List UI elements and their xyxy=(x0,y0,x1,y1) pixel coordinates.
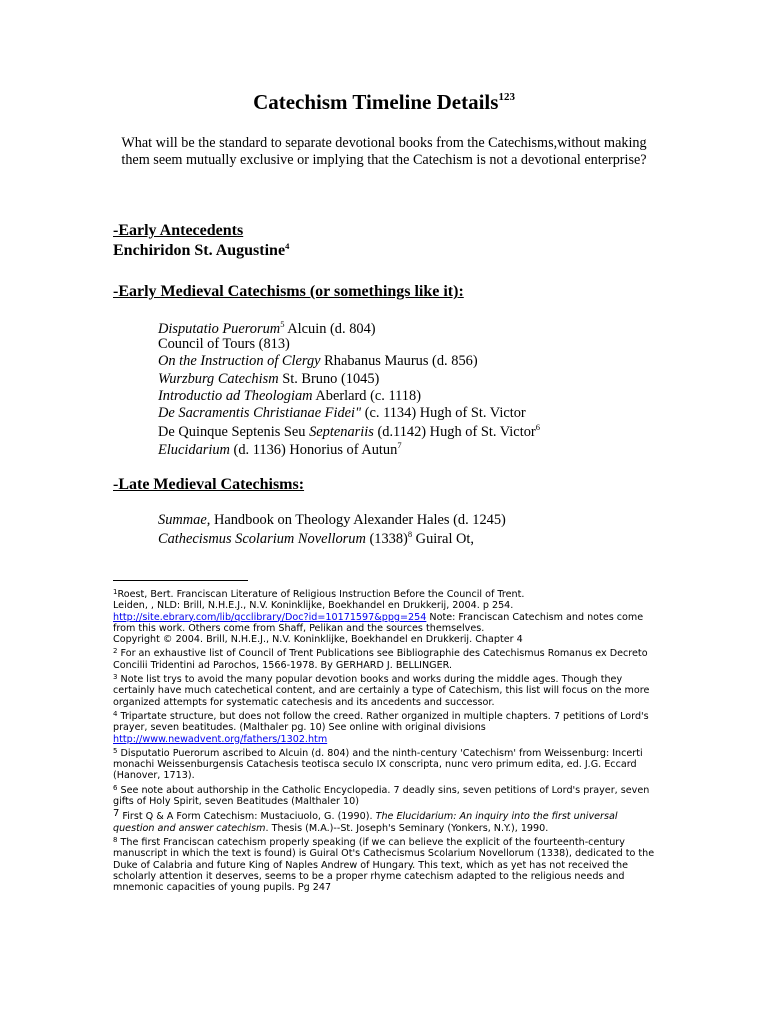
footnote-2: $^2$ For an exhaustive list of Council of Trent Publications see Bibliographie des Catechismus Romanus ex Decreto Concilii Tridentini ad Parochos, 1566-1978. By GERHARD J. BELLINGER. xyxy=(113,647,648,671)
footnote-6: $^6$ See note about authorship in the Catholic Encyclopedia. 7 deadly sins, seven petitions of Lord's prayer, seven gifts of Holy Spirit, seven Beatitudes (Malthaler 10) xyxy=(113,783,650,808)
section-heading-late-medieval: -Late Medieval Catechisms: xyxy=(113,476,305,493)
newadvent-link[interactable]: http://www.newadvent.org/fathers/1302.htm xyxy=(113,733,328,745)
footnote-ref-6[interactable]: 6 xyxy=(535,422,540,432)
ebrary-link[interactable]: http://site.ebrary.com/lib/qcclibrary/Doc?id=10171597&ppg=254 xyxy=(113,611,427,623)
augustine-line: Enchiridon St. Augustine$^4$ xyxy=(113,241,290,259)
list-item: Elucidarium (d. 1136) Honorius of Autun$^7$ xyxy=(158,440,402,458)
footnote-ref-8[interactable]: 8 xyxy=(407,529,413,539)
intro-question: What will be the standard to separate devotional books from the Catechisms,without making them seem mutually exclusive or implying that the Catechism is not a devotional enterprise? xyxy=(121,135,647,168)
footnote-separator xyxy=(113,580,248,581)
list-item: Summae, Handbook on Theology Alexander Hales (d. 1245) xyxy=(158,512,506,528)
footnote-8: $^8$ The first Franciscan catechism properly speaking (if we can believe the explicit of the fourteenth-century manuscript in which the text is found) is Guiral Ot's Cathecismus Scolarium Novellorum (1338), dedicated to the Duke of Calabria and future King of Naples Andrew of Hungary. This text, which as yet has not received the scholarly attention it deserves, seems to be a proper rhyme catechism adapted to the religious needs and mnemonic capacities of young pupils. Pg 247 xyxy=(113,835,655,894)
title-footnote-refs[interactable]: 123 xyxy=(498,91,515,103)
list-item: On the Instruction of Clergy Rhabanus Maurus (d. 856) xyxy=(158,353,478,369)
footnote-ref-4[interactable]: 4 xyxy=(285,241,290,251)
list-item: Council of Tours (813) xyxy=(158,336,290,352)
section-heading-early-antecedents: -Early Antecedents xyxy=(113,222,244,239)
footnote-4: $^4$ Tripartate structure, but does not follow the creed. Rather organized in multiple chapters. 7 petitions of Lord's prayer, seven beatitudes. (Malthaler pg. 10) See online with original divisions http://www.newadvent.org/fathers/1302.htm xyxy=(113,709,649,745)
footnote-1: $^1$Roest, Bert. Franciscan Literature of Religious Instruction Before the Council of Trent. Leiden, , NLD: Brill, N.H.E.J., N.V. Koninklijke, Boekhandel en Drukkerij, 2004. p 254. http://site.ebrary.com/lib/qcclibrary/Doc?id=10171597&ppg=254 Note: Franciscan Catechism and notes come from this work. Others come from Shaff, Pelikan and the sources themselves. Copyright © 2004. Brill, N.H.E.J., N.V. Koninklijke, Boekhandel en Drukkerij. Chapter 4 xyxy=(113,588,644,646)
section-heading-early-medieval: -Early Medieval Catechisms (or somethings like it): xyxy=(113,283,464,300)
list-item: Disputatio Puerorum$^5$ Alcuin (d. 804) xyxy=(158,319,376,337)
footnote-ref-7[interactable]: 7 xyxy=(397,440,402,450)
footnote-3: $^3$ Note list trys to avoid the many popular devotion books and works during the middle ages. Though they certainly have much catechetical content, and are certainly a type of Catechism, this list will focus on the more organized attempts for systematic catechesis and its ancedents and successor. xyxy=(113,673,650,708)
footnotes xyxy=(113,587,658,894)
page-title: Catechism Timeline Details$^{123}$ xyxy=(253,90,515,114)
list-item: De Sacramentis Christianae Fidei" (c. 1134) Hugh of St. Victor xyxy=(158,405,526,421)
list-item: Introductio ad Theologiam Aberlard (c. 1118) xyxy=(158,388,421,404)
list-item: Wurzburg Catechism St. Bruno (1045) xyxy=(158,371,380,387)
list-item: Cathecismus Scolarium Novellorum (1338)$^8$ Guiral Ot, xyxy=(158,529,475,547)
footnote-ref-5[interactable]: 5 xyxy=(280,319,285,329)
footnote-5: $^5$ Disputatio Puerorum ascribed to Alcuin (d. 804) and the ninth-century 'Catechism' from Weissenburg: Incerti monachi Weissenburgensis Catachesis teotisca seculo IX conscripta, nunc vero primum edita, ed. J.G. Eccard (Hanover, 1713). xyxy=(113,746,643,782)
footnote-7: $^7$ First Q & A Form Catechism: Mustaciuolo, G. (1990). The Elucidarium: An inquiry into the first universal question and answer catechism. Thesis (M.A.)--St. Joseph's Seminary (Yonkers, N.Y.), 1990. xyxy=(113,808,618,834)
list-item: De Quinque Septenis Seu Septenariis (d.1142) Hugh of St. Victor$^6$ xyxy=(158,422,540,440)
